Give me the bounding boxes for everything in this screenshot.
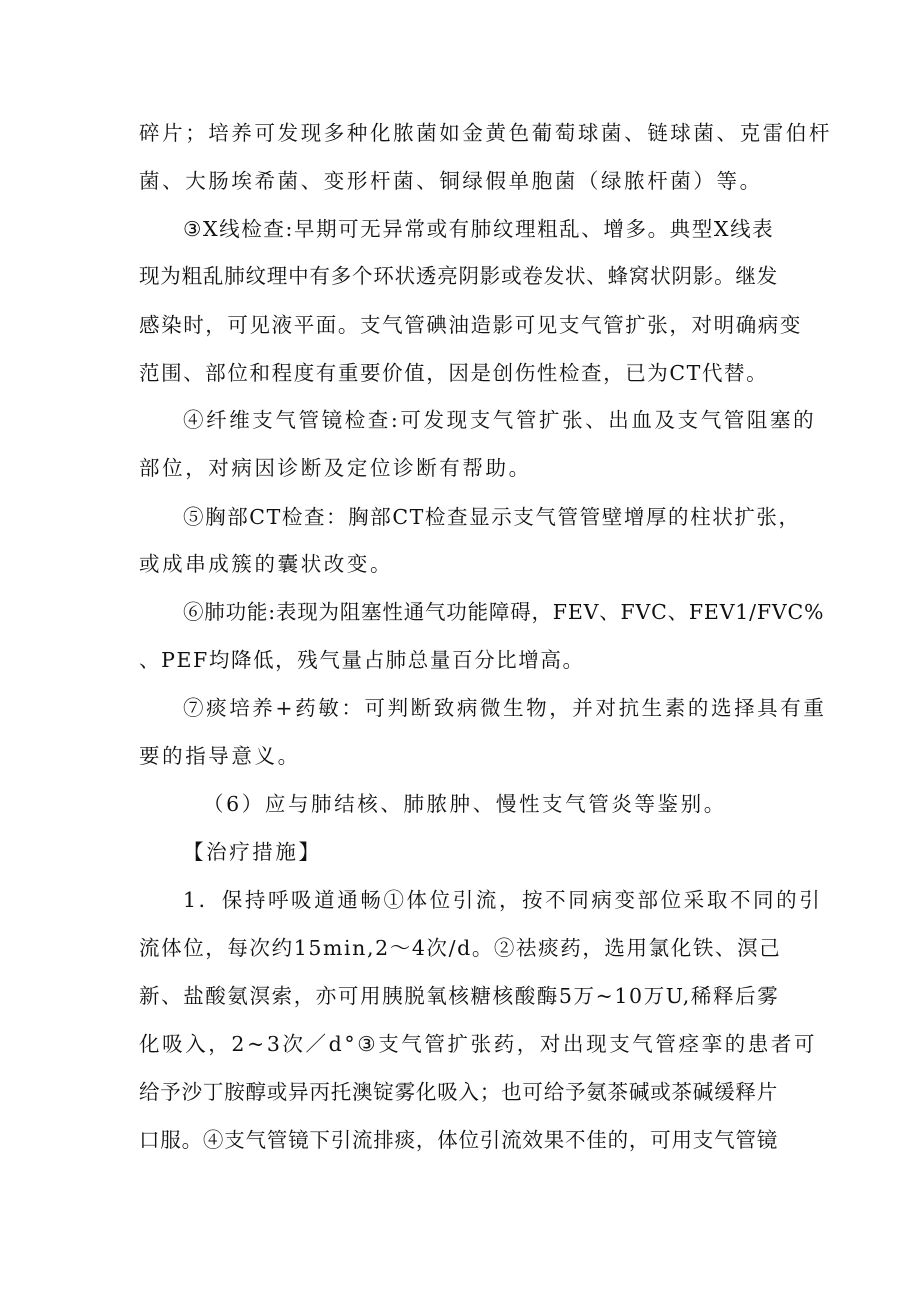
text-line: 菌、大肠埃希菌、变形杆菌、铜绿假单胞菌（绿脓杆菌）等。 [139, 169, 763, 193]
text-line: 要的指导意义。 [139, 744, 301, 768]
section-heading: 【治疗措施】 [183, 840, 322, 864]
text-line: 新、盐酸氨溟索，亦可用胰脱氧核糖核酸酶5万~10万U,稀释后雾 [139, 984, 780, 1008]
text-line: 部位，对病因诊断及定位诊断有帮助。 [139, 456, 532, 480]
text-line: 现为粗乱肺纹理中有多个环状透亮阴影或卷发状、蜂窝状阴影。继发 [139, 264, 778, 288]
text-line: 范围、部位和程度有重要价值，因是创伤性检查，已为CT代替。 [139, 361, 769, 385]
text-line: ③X线检查:早期可无异常或有肺纹理粗乱、增多。典型X线表 [183, 217, 775, 241]
text-line: 碎片；培养可发现多种化脓菌如金黄色葡萄球菌、链球菌、克雷伯杆 [139, 121, 832, 145]
text-line: 1．保持呼吸道通畅①体位引流，按不同病变部位采取不同的引 [183, 888, 823, 912]
text-line: 口服。④支气管镜下引流排痰，体位引流效果不佳的，可用支气管镜 [139, 1128, 778, 1152]
text-line: 或成串成簇的囊状改变。 [139, 552, 394, 576]
text-line: 给予沙丁胺醇或异丙托澳锭雾化吸入；也可给予氨茶碱或茶碱缓释片 [139, 1080, 778, 1104]
text-line: ⑥肺功能:表现为阻塞性通气功能障碍，FEV、FVC、FEV1/FVC% [183, 600, 825, 624]
text-line: 化吸入，2~3次／d°③支气管扩张药，对出现支气管痉挛的患者可 [139, 1032, 818, 1056]
text-line: 感染时，可见液平面。支气管碘油造影可见支气管扩张，对明确病变 [139, 313, 802, 337]
text-line: ⑦痰培养+药敏：可判断致病微生物，并对抗生素的选择具有重 [183, 696, 827, 720]
section-item: （6）应与肺结核、肺脓肿、慢性支气管炎等鉴别。 [203, 792, 727, 816]
text-line: ⑤胸部CT检查：胸部CT检查显示支气管管壁增厚的柱状扩张， [183, 505, 801, 529]
text-line: 、PEF均降低，残气量占肺总量百分比增高。 [139, 648, 585, 672]
text-line: ④纤维支气管镜检查:可发现支气管扩张、出血及支气管阻塞的 [183, 408, 817, 432]
text-line: 流体位，每次约15min,2〜4次/d。②祛痰药，选用氯化铁、溟己 [139, 936, 782, 960]
